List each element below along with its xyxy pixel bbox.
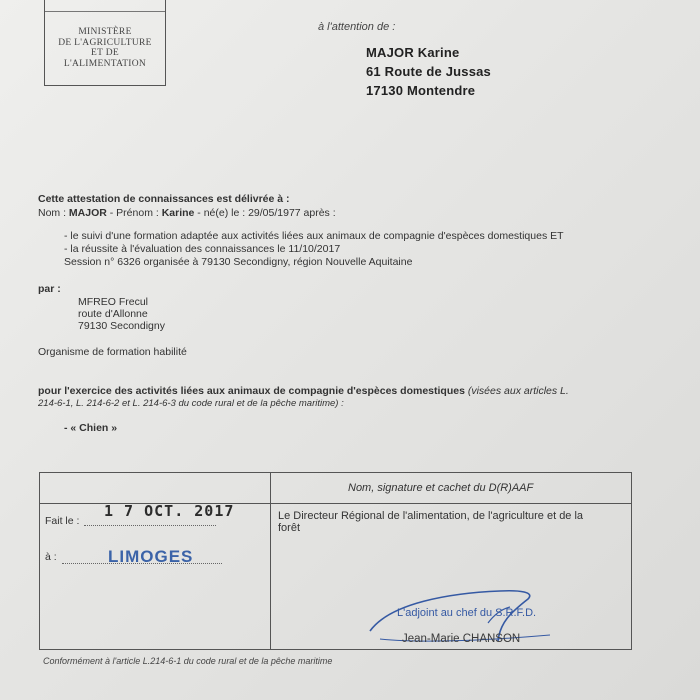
recipient-street: 61 Route de Jussas <box>366 64 491 79</box>
director-line-1: Le Directeur Régional de l'alimentation, de l'agriculture et de la <box>278 510 584 522</box>
fait-le-label: Fait le : <box>45 515 80 527</box>
a-label: à : <box>45 551 57 563</box>
logo-text <box>45 27 165 69</box>
exercice-bold: pour l'exercice des activités liées aux animaux de compagnie d'espèces domestiques <box>38 385 465 397</box>
logo-line-1: MINISTÈRE <box>78 27 132 37</box>
table-column-divider <box>270 473 271 649</box>
condition-item-1: - le suivi d'une formation adaptée aux activités liées aux animaux de compagnie d'espèces domestiques ET <box>64 230 564 242</box>
logo-line-2: DE L'AGRICULTURE <box>58 37 152 48</box>
director-line-2: forêt <box>278 522 301 534</box>
exercice-line-1 <box>38 385 569 397</box>
logo-divider <box>45 11 165 12</box>
organisme-habilite: Organisme de formation habilité <box>38 346 187 358</box>
session-info: Session n° 6326 organisée à 79130 Secondigny, région Nouvelle Aquitaine <box>64 256 413 268</box>
logo-line-3: ET DE <box>91 48 119 58</box>
adjoint-title: L'adjoint au chef du S.R.F.D. <box>397 607 537 619</box>
beneficiary-line <box>38 207 336 219</box>
exercice-italic-1: (visées aux articles L. <box>464 385 569 397</box>
exercice-italic-2: 214-6-1, L. 214-6-2 et L. 214-6-3 du code rural et de la pêche maritime) : <box>38 398 344 409</box>
prenom-label: - Prénom : <box>106 207 162 219</box>
par-label: par : <box>38 283 61 295</box>
logo-line-4: L'ALIMENTATION <box>63 58 147 69</box>
prenom-value: Karine <box>161 207 195 219</box>
signatory-name: Jean-Marie CHANSON <box>402 633 521 645</box>
ministry-logo <box>44 0 166 86</box>
attestation-heading: Cette attestation de connaissances est délivrée à : <box>38 193 290 205</box>
city-stamp: LIMOGES <box>108 547 194 566</box>
table-header: Nom, signature et cachet du D(R)AAF <box>348 482 534 494</box>
footer-legal-note: Conformément à l'article L.214-6-1 du code rural et de la pêche maritime <box>43 656 333 666</box>
organisme-city: 79130 Secondigny <box>78 320 165 332</box>
recipient-city: 17130 Montendre <box>366 83 476 98</box>
signature-table <box>39 472 632 650</box>
nom-label: Nom : <box>38 207 69 219</box>
attention-label: à l'attention de : <box>318 21 396 33</box>
recipient-name: MAJOR Karine <box>366 45 460 60</box>
birth-date: - né(e) le : 29/05/1977 après : <box>194 207 336 219</box>
date-stamp: 1 7 OCT. 2017 <box>104 502 235 520</box>
organisme-street: route d'Allonne <box>78 308 148 320</box>
nom-value: MAJOR <box>68 207 107 219</box>
condition-item-2: - la réussite à l'évaluation des connaissances le 11/10/2017 <box>64 243 341 255</box>
organisme-name: MFREO Frecul <box>78 296 149 308</box>
species-item: - « Chien » <box>64 422 118 434</box>
